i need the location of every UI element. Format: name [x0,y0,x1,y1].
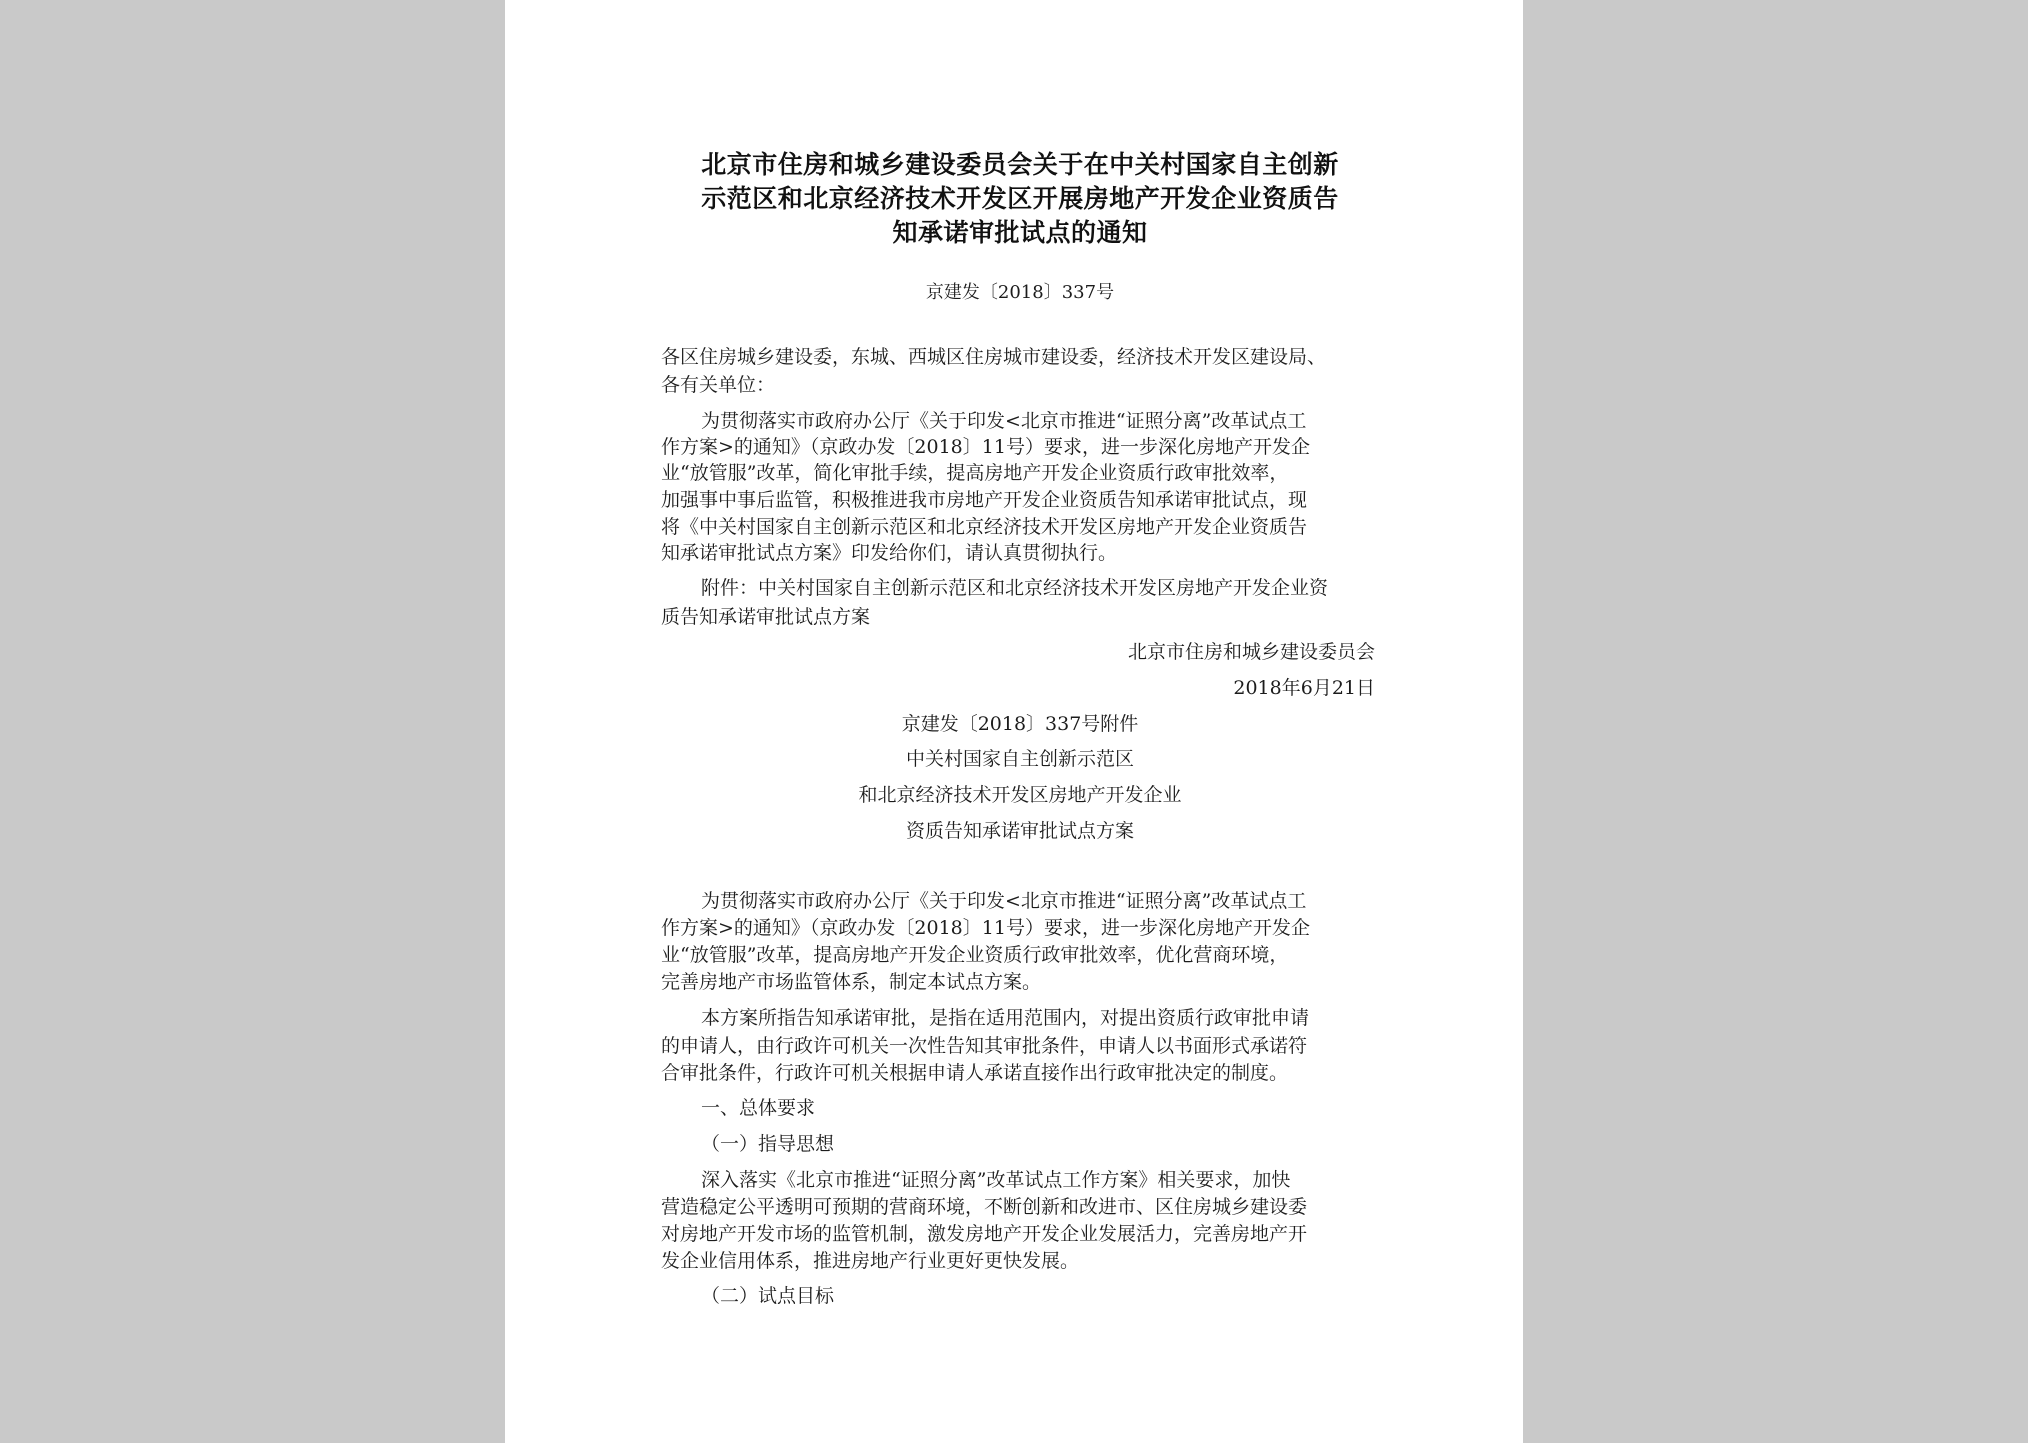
paragraph-line: 作方案>的通知》（京政办发〔2018〕11号）要求，进一步深化房地产开发企 [661,917,1310,939]
annex-heading-line: 和北京经济技术开发区房地产开发企业 [858,784,1182,806]
doc-number: 京建发〔2018〕337号 [925,282,1115,303]
annex-heading-line: 京建发〔2018〕337号附件 [901,713,1139,735]
document-title [655,148,1385,250]
paragraph-line: 完善房地产市场监管体系，制定本试点方案。 [661,971,1042,993]
paragraph-line: 作方案>的通知》（京政办发〔2018〕11号）要求，进一步深化房地产开发企 [661,436,1310,458]
paragraph-line: 为贯彻落实市政府办公厅《关于印发<北京市推进“证照分离”改革试点工 [701,410,1307,432]
title-line: 示范区和北京经济技术开发区开展房地产开发企业资质告 [701,184,1339,213]
subsection-heading: （二）试点目标 [701,1285,835,1307]
attachment-line: 质告知承诺审批试点方案 [661,606,871,628]
addressee-line: 各区住房城乡建设委，东城、西城区住房城市建设委，经济技术开发区建设局、 [661,346,1327,368]
paragraph-line: 业“放管服”改革，简化审批手续，提高房地产开发企业资质行政审批效率， [661,462,1289,484]
paragraph-line: 深入落实《北京市推进“证照分离”改革试点工作方案》相关要求，加快 [701,1169,1291,1191]
paragraph-line: 本方案所指告知承诺审批，是指在适用范围内，对提出资质行政审批申请 [701,1007,1310,1029]
attachment-line: 附件：中关村国家自主创新示范区和北京经济技术开发区房地产开发企业资 [701,577,1329,599]
paragraph-line: 加强事中事后监管，积极推进我市房地产开发企业资质告知承诺审批试点，现 [661,489,1308,511]
paragraph-line: 合审批条件，行政许可机关根据申请人承诺直接作出行政审批决定的制度。 [661,1062,1289,1084]
paragraph-line: 发企业信用体系，推进房地产行业更好更快发展。 [661,1250,1080,1272]
paragraph-line: 业“放管服”改革，提高房地产开发企业资质行政审批效率，优化营商环境， [661,944,1289,966]
subsection-heading: （一）指导思想 [701,1133,835,1155]
section-heading: 一、总体要求 [701,1097,816,1119]
paragraph-line: 为贯彻落实市政府办公厅《关于印发<北京市推进“证照分离”改革试点工 [701,890,1307,912]
document-date: 2018年6月21日 [1233,677,1375,699]
paragraph-line: 对房地产开发市场的监管机制，激发房地产开发企业发展活力，完善房地产开 [661,1223,1308,1245]
paragraph-line: 知承诺审批试点方案》印发给你们，请认真贯彻执行。 [661,542,1118,564]
addressee-line: 各有关单位： [661,374,776,396]
paragraph-line: 营造稳定公平透明可预期的营商环境，不断创新和改进市、区住房城乡建设委 [661,1196,1308,1218]
annex-heading-line: 资质告知承诺审批试点方案 [905,820,1134,842]
title-line: 北京市住房和城乡建设委员会关于在中关村国家自主创新 [701,150,1339,179]
signature: 北京市住房和城乡建设委员会 [1127,641,1375,663]
title-line: 知承诺审批试点的通知 [892,218,1148,247]
paragraph-line: 将《中关村国家自主创新示范区和北京经济技术开发区房地产开发企业资质告 [661,516,1308,538]
paragraph-line: 的申请人，由行政许可机关一次性告知其审批条件，申请人以书面形式承诺符 [661,1035,1308,1057]
document-page [505,0,1523,1443]
annex-heading-line: 中关村国家自主创新示范区 [905,748,1134,770]
